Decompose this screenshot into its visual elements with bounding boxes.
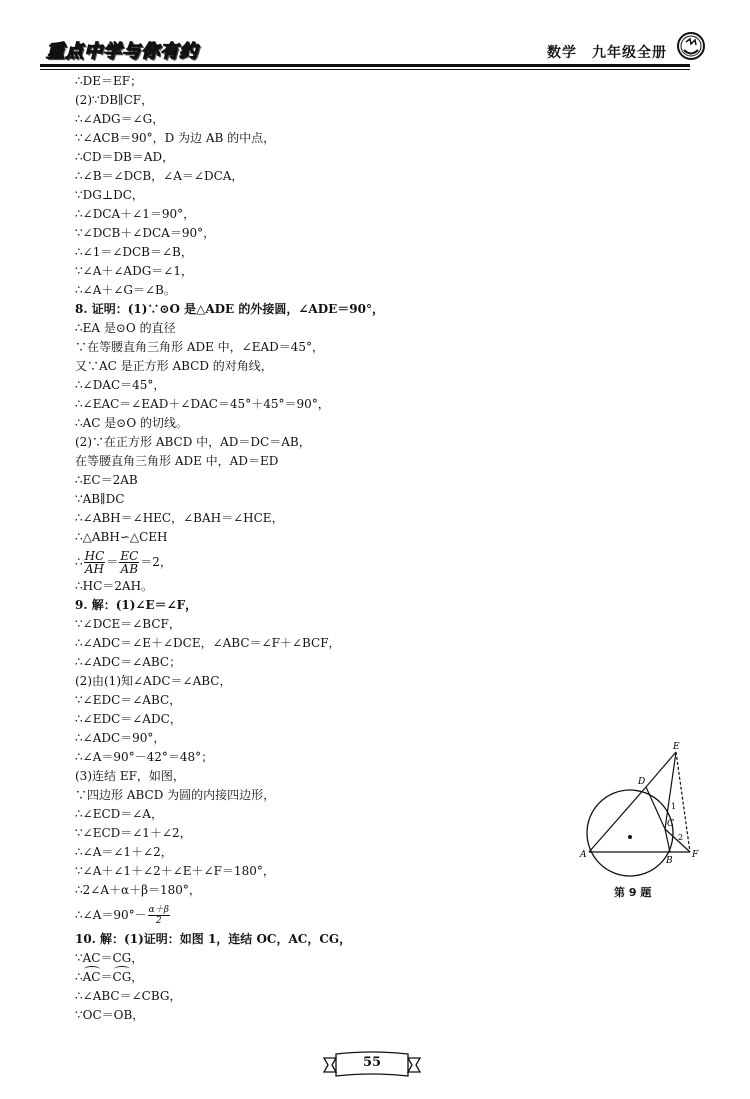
equals-sign: ＝ bbox=[106, 555, 119, 569]
fraction-numerator: EC bbox=[120, 549, 139, 563]
text-line: ∵OC＝OB， bbox=[75, 1008, 145, 1022]
problem-10-heading: 10. 解：(1)证明：如图 1，连结 OC，AC，CG， bbox=[75, 932, 352, 946]
text-line: ∵在等腰直角三角形 ADE 中，∠EAD＝45°， bbox=[75, 340, 325, 354]
fraction-denominator: AB bbox=[120, 562, 139, 576]
text-line: ∵∠DCB＋∠DCA＝90°， bbox=[75, 226, 216, 240]
header-rule bbox=[40, 64, 690, 67]
text-line: ∴∠EAC＝∠EAD＋∠DAC＝45°＋45°＝90°， bbox=[75, 397, 330, 411]
figure-caption: 第 9 题 bbox=[614, 886, 652, 899]
problem-9-heading: 9. 解：(1)∠E＝∠F， bbox=[75, 598, 198, 612]
text-line: ∴∠DCA＋∠1＝90°， bbox=[75, 207, 196, 221]
arc-cg: CG bbox=[113, 968, 132, 987]
text-line: ∴∠A＋∠G＝∠B。 bbox=[75, 283, 176, 297]
text-line: ∴AC 是⊙O 的切线。 bbox=[75, 416, 189, 430]
text-line: ∵AB∥DC bbox=[75, 492, 125, 506]
fraction-denominator: 2 bbox=[155, 916, 162, 926]
fraction-alpha-beta bbox=[148, 905, 170, 926]
text-line: ∴∠ECD＝∠A， bbox=[75, 807, 163, 821]
text-line: ∴HC＝2AH。 bbox=[75, 579, 154, 593]
segment-dc bbox=[646, 787, 665, 829]
center-dot bbox=[628, 835, 632, 839]
text-line: ∵∠A＋∠ADG＝∠1， bbox=[75, 264, 193, 278]
text-line: 在等腰直角三角形 ADE 中，AD＝ED bbox=[75, 454, 279, 468]
text-line: ∵∠DCE＝∠BCF， bbox=[75, 617, 181, 631]
page-header bbox=[40, 30, 710, 74]
text-line: ∵∠ACB＝90°，D 为边 AB 的中点， bbox=[75, 131, 276, 145]
text-line: ∴∠A＝90°－42°＝48°； bbox=[75, 750, 214, 764]
text-line: 又∵AC 是正方形 ABCD 的对角线， bbox=[75, 359, 273, 373]
text-line: ∴DE＝EF； bbox=[75, 74, 143, 88]
label-f: F bbox=[692, 850, 699, 860]
label-d: D bbox=[638, 777, 646, 787]
fraction-line bbox=[75, 900, 675, 930]
text-line: ∵DG⊥DC， bbox=[75, 188, 144, 202]
text-line: ∵∠ECD＝∠1＋∠2， bbox=[75, 826, 192, 840]
text-line: ∴∠ADC＝∠ABC； bbox=[75, 655, 182, 669]
fraction-denominator: AH bbox=[84, 562, 105, 576]
text-line: ∵∠A＋∠1＋∠2＋∠E＋∠F＝180°， bbox=[75, 864, 275, 878]
badge-icon bbox=[676, 30, 706, 64]
text-line: ∴∠DAC＝45°， bbox=[75, 378, 166, 392]
fraction-numerator: α＋β bbox=[148, 905, 169, 915]
arc-ac: AC bbox=[83, 968, 101, 987]
label-c: C bbox=[667, 819, 674, 829]
fraction-numerator: HC bbox=[84, 549, 105, 563]
text-line: (2)∵DB∥CF， bbox=[75, 93, 154, 107]
page-number: 55 bbox=[362, 1055, 382, 1070]
circle bbox=[587, 790, 673, 876]
text-line: ∵四边形 ABCD 为圆的内接四边形， bbox=[75, 788, 276, 802]
text-line: ∴∠ADG＝∠G， bbox=[75, 112, 165, 126]
arc-prefix: ∴ bbox=[75, 970, 83, 984]
text-line: ∴EC＝2AB bbox=[75, 473, 138, 487]
problem-8-heading: 8. 证明：(1)∵⊙O 是△ADE 的外接圆，∠ADE＝90°， bbox=[75, 302, 384, 316]
series-logo: 重点中学与你有约 bbox=[46, 41, 198, 62]
text-line: ∴△ABH∽△CEH bbox=[75, 530, 168, 544]
text-line: (2)由(1)知∠ADC＝∠ABC， bbox=[75, 674, 232, 688]
subject-title: 数学 九年级全册 bbox=[547, 45, 667, 61]
fraction-suffix: ＝2， bbox=[140, 555, 172, 569]
label-b: B bbox=[666, 856, 673, 866]
text-line: ∴EA 是⊙O 的直径 bbox=[75, 321, 176, 335]
text-line: ∴∠ABC＝∠CBG， bbox=[75, 989, 182, 1003]
text-line: ∴2∠A＋α＋β＝180°， bbox=[75, 883, 201, 897]
text-line: ∴∠B＝∠DCB，∠A＝∠DCA， bbox=[75, 169, 244, 183]
segment-ad bbox=[589, 787, 646, 852]
text-line: ∵∠EDC＝∠ABC， bbox=[75, 693, 182, 707]
fraction-prefix: ∴ bbox=[75, 555, 83, 569]
text-line: ∴∠1＝∠DCB＝∠B， bbox=[75, 245, 193, 259]
label-angle-1: 1 bbox=[671, 802, 677, 811]
arc-line bbox=[75, 968, 675, 987]
text-line: ∴CD＝DB＝AD， bbox=[75, 150, 175, 164]
text-line: ∵AC＝CG， bbox=[75, 951, 144, 965]
text-line: (3)连结 EF，如图， bbox=[75, 769, 185, 783]
text-line: ∴∠ADC＝∠E＋∠DCE，∠ABC＝∠F＋∠BCF， bbox=[75, 636, 341, 650]
label-e: E bbox=[673, 742, 680, 752]
fraction-ec-ab bbox=[119, 550, 139, 575]
fraction-line bbox=[75, 547, 675, 577]
page-footer bbox=[322, 1048, 422, 1082]
fraction-prefix: ∴∠A＝90°－ bbox=[75, 908, 147, 922]
label-a: A bbox=[580, 850, 587, 860]
arc-suffix: ， bbox=[131, 970, 144, 984]
text-line: ∴∠EDC＝∠ADC， bbox=[75, 712, 182, 726]
text-line: ∴∠A＝∠1＋∠2， bbox=[75, 845, 173, 859]
header-rule-thin bbox=[40, 69, 690, 70]
geometry-figure-9 bbox=[578, 737, 703, 887]
text-line: ∴∠ABH＝∠HEC，∠BAH＝∠HCE， bbox=[75, 511, 284, 525]
fraction-hc-ah bbox=[84, 550, 106, 575]
equals-sign: ＝ bbox=[100, 970, 113, 984]
text-line: (2)∵在正方形 ABCD 中，AD＝DC＝AB， bbox=[75, 435, 311, 449]
text-line: ∴∠ADC＝90°， bbox=[75, 731, 166, 745]
label-angle-2: 2 bbox=[678, 833, 684, 842]
